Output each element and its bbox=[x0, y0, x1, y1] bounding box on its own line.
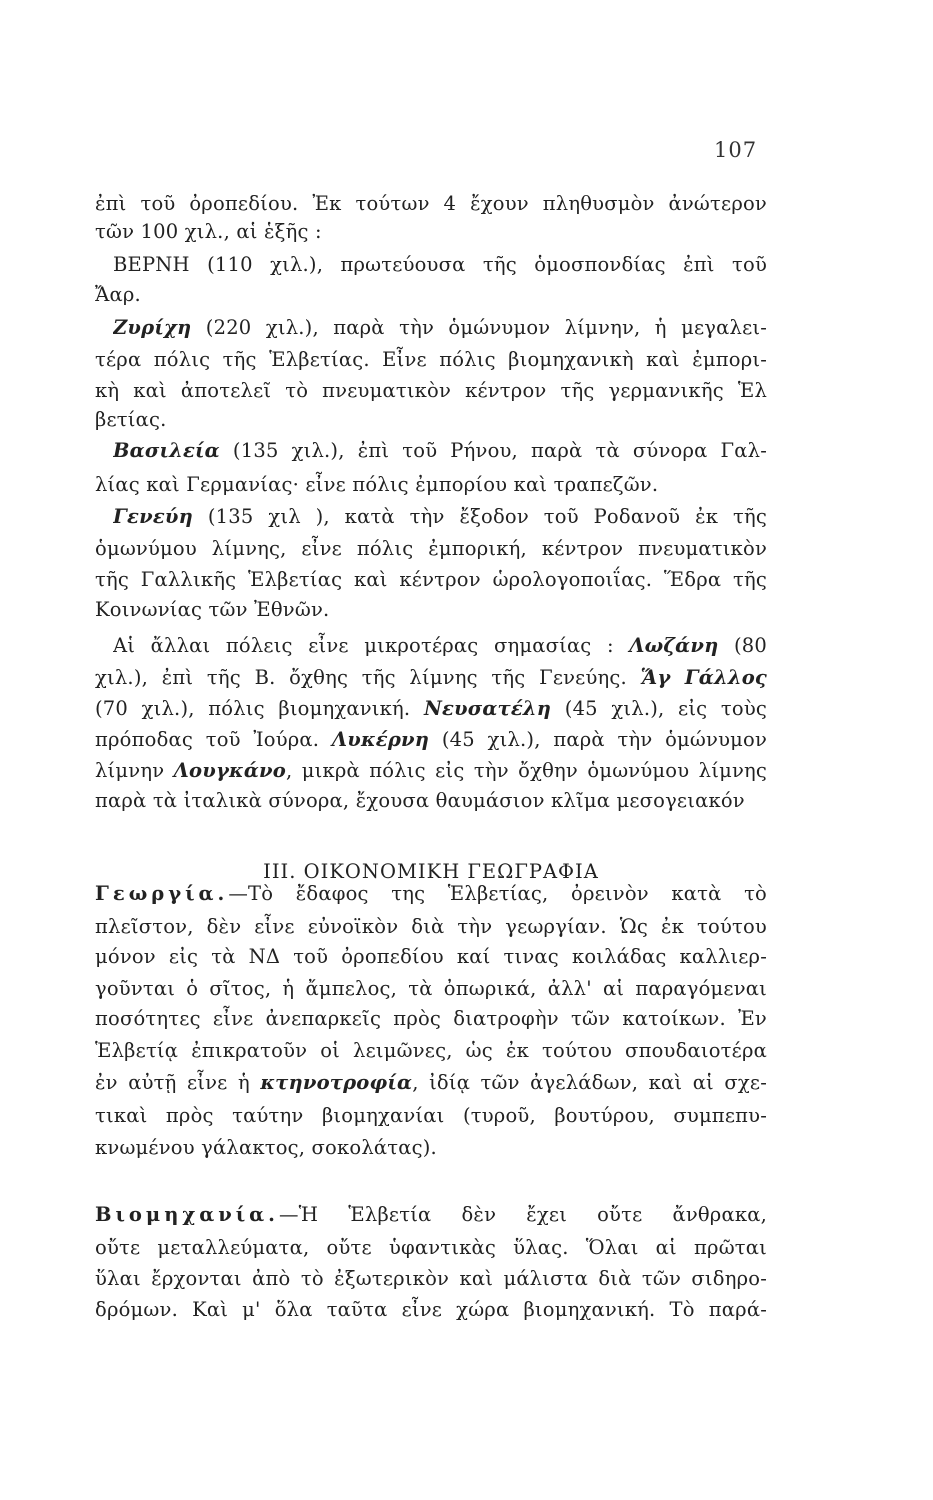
text-segment: ὕλαι ἔρχονται ἀπὸ τὸ ἐξωτερικὸν καὶ μάλιστα διὰ τῶν σιδηρο- bbox=[95, 1267, 767, 1290]
emphasized-term: Λουγκάνο bbox=[173, 759, 286, 782]
text-segment: λίας καὶ Γερμανίας· εἶνε πόλις ἐμπορίου καὶ τραπεζῶν. bbox=[95, 473, 659, 496]
text-line bbox=[95, 1102, 767, 1130]
emphasized-term: Βασιλεία bbox=[113, 439, 220, 462]
text-line bbox=[113, 503, 767, 531]
text-line bbox=[95, 218, 767, 246]
text-segment: —Τὸ ἔδαφος της Ἑλβετίας, ὀρεινὸν κατὰ τὸ bbox=[228, 882, 767, 905]
text-segment: δρόμων. Καὶ μ' ὅλα ταῦτα εἶνε χώρα βιομηχανική. Τὸ παρά- bbox=[95, 1298, 767, 1321]
text-line bbox=[95, 1005, 767, 1033]
text-segment: (70 χιλ.), πόλις βιομηχανική. bbox=[95, 697, 424, 720]
text-segment: μόνον εἰς τὰ ΝΔ τοῦ ὀροπεδίου καί τινας κοιλάδας καλλιερ- bbox=[95, 945, 767, 968]
text-segment: τῆς Γαλλικῆς Ἑλβετίας καὶ κέντρον ὡρολογοποιΐας. Ἕδρα τῆς bbox=[95, 568, 767, 591]
text-segment: (135 χιλ.), ἐπὶ τοῦ Ρήνου, παρὰ τὰ σύνορα Γαλ- bbox=[219, 439, 767, 462]
text-line bbox=[95, 757, 767, 785]
text-line bbox=[95, 1134, 767, 1162]
text-segment: παρὰ τὰ ἰταλικὰ σύνορα, ἔχουσα θαυμάσιον κλῖμα μεσογειακόν bbox=[95, 789, 745, 812]
text-segment: —Ἡ Ἑλβετία δὲν ἔχει οὔτε ἄνθρακα, bbox=[278, 1203, 767, 1226]
text-segment: , ἰδίᾳ τῶν ἀγελάδων, καὶ αἱ σχε- bbox=[412, 1071, 767, 1094]
text-line bbox=[95, 406, 767, 434]
paragraph-lead-term: Βιομηχανία. bbox=[95, 1203, 279, 1226]
text-segment: , μικρὰ πόλις εἰς τὴν ὄχθην ὁμωνύμου λίμνης bbox=[285, 759, 767, 782]
text-segment: τικαὶ πρὸς ταύτην βιομηχανίαι (τυροῦ, βουτύρου, συμπεπυ- bbox=[95, 1104, 767, 1127]
emphasized-term: Ζυρίχη bbox=[113, 316, 192, 339]
text-line bbox=[95, 975, 767, 1003]
text-segment: (45 χιλ.), παρὰ τὴν ὁμώνυμον bbox=[429, 728, 767, 751]
text-line bbox=[95, 1234, 767, 1262]
text-line bbox=[95, 695, 767, 723]
text-line bbox=[113, 632, 767, 660]
text-line bbox=[113, 437, 767, 465]
text-segment: κὴ καὶ ἀποτελεῖ τὸ πνευματικὸν κέντρον τῆς γερμανικῆς Ἑλ bbox=[95, 379, 767, 402]
text-segment: βετίας. bbox=[95, 408, 167, 431]
text-line bbox=[95, 1201, 767, 1229]
emphasized-term: Λωζάνη bbox=[629, 634, 719, 657]
text-line bbox=[95, 787, 767, 815]
text-line bbox=[95, 913, 767, 941]
text-segment: ΒΕΡΝΗ (110 χιλ.), πρωτεύουσα τῆς ὁμοσπονδίας ἐπὶ τοῦ bbox=[113, 253, 767, 276]
text-line bbox=[95, 1265, 767, 1293]
text-segment: τῶν 100 χιλ., αἱ ἑξῆς : bbox=[95, 220, 322, 243]
text-line bbox=[113, 314, 767, 342]
emphasized-term: Ἅγ Γάλλος bbox=[640, 666, 767, 689]
text-line bbox=[95, 596, 767, 624]
text-line bbox=[95, 943, 767, 971]
text-line bbox=[95, 471, 767, 499]
text-segment: (220 χιλ.), παρὰ τὴν ὁμώνυμον λίμνην, ἡ μεγαλει- bbox=[191, 316, 767, 339]
page-number: 107 bbox=[714, 138, 758, 162]
text-line bbox=[95, 190, 767, 218]
text-line bbox=[95, 535, 767, 563]
text-segment: (135 χιλ ), κατὰ τὴν ἔξοδον τοῦ Ροδανοῦ ἐκ τῆς bbox=[193, 505, 767, 528]
text-line bbox=[95, 1296, 767, 1324]
text-segment: λίμνην bbox=[95, 759, 174, 782]
text-segment: Κοινωνίας τῶν Ἐθνῶν. bbox=[95, 598, 330, 621]
text-segment: ἐν αὐτῇ εἶνε ἡ bbox=[95, 1071, 261, 1094]
text-line bbox=[95, 664, 767, 692]
text-segment: γοῦνται ὁ σῖτος, ἡ ἄμπελος, τὰ ὀπωρικά, ἀλλ' αἱ παραγόμεναι bbox=[95, 977, 767, 1000]
text-segment: κνωμένου γάλακτος, σοκολάτας). bbox=[95, 1136, 437, 1159]
text-line bbox=[95, 1069, 767, 1097]
text-segment: ἐπὶ τοῦ ὀροπεδίου. Ἐκ τούτων 4 ἔχουν πληθυσμὸν ἀνώτερον bbox=[95, 192, 767, 215]
text-segment: Ἑλβετίᾳ ἐπικρατοῦν οἱ λειμῶνες, ὡς ἐκ τούτου σπουδαιοτέρα bbox=[95, 1039, 767, 1062]
text-line bbox=[95, 566, 767, 594]
text-line bbox=[113, 251, 767, 279]
text-segment: πρόποδας τοῦ Ἰούρα. bbox=[95, 728, 332, 751]
text-segment: Αἱ ἄλλαι πόλεις εἶνε μικροτέρας σημασίας : bbox=[113, 634, 630, 657]
text-segment: (45 χιλ.), εἰς τοὺς bbox=[551, 697, 767, 720]
emphasized-term: κτηνοτροφία bbox=[260, 1071, 413, 1094]
text-segment: χιλ.), ἐπὶ τῆς Β. ὄχθης τῆς λίμνης τῆς Γενεύης. bbox=[95, 666, 641, 689]
emphasized-term: Λυκέρνη bbox=[331, 728, 430, 751]
text-segment: Ἄαρ. bbox=[95, 283, 141, 306]
text-line bbox=[95, 880, 767, 908]
text-line bbox=[95, 1037, 767, 1065]
paragraph-lead-term: Γεωργία. bbox=[95, 882, 229, 905]
text-line bbox=[95, 726, 767, 754]
section-heading: ΙΙΙ. ΟΙΚΟΝΟΜΙΚΗ ΓΕΩΓΡΑΦΙΑ bbox=[263, 860, 599, 883]
text-line bbox=[95, 346, 767, 374]
emphasized-term: Νευσατέλη bbox=[423, 697, 552, 720]
text-segment: ποσότητες εἶνε ἀνεπαρκεῖς πρὸς διατροφὴν τῶν κατοίκων. Ἐν bbox=[95, 1007, 767, 1030]
text-segment: τέρα πόλις τῆς Ἑλβετίας. Εἶνε πόλις βιομηχανικὴ καὶ ἐμπορι- bbox=[95, 348, 767, 371]
emphasized-term: Γενεύη bbox=[113, 505, 193, 528]
text-segment: οὔτε μεταλλεύματα, οὔτε ὑφαντικὰς ὕλας. Ὅλαι αἱ πρῶται bbox=[95, 1236, 767, 1259]
text-segment: (80 bbox=[718, 634, 767, 657]
text-segment: πλεῖστον, δὲν εἶνε εὐνοϊκὸν διὰ τὴν γεωργίαν. Ὡς ἐκ τούτου bbox=[95, 915, 767, 938]
text-segment: ὁμωνύμου λίμνης, εἶνε πόλις ἐμπορική, κέντρον πνευματικὸν bbox=[95, 537, 767, 560]
text-line bbox=[95, 281, 767, 309]
text-line bbox=[95, 377, 767, 405]
